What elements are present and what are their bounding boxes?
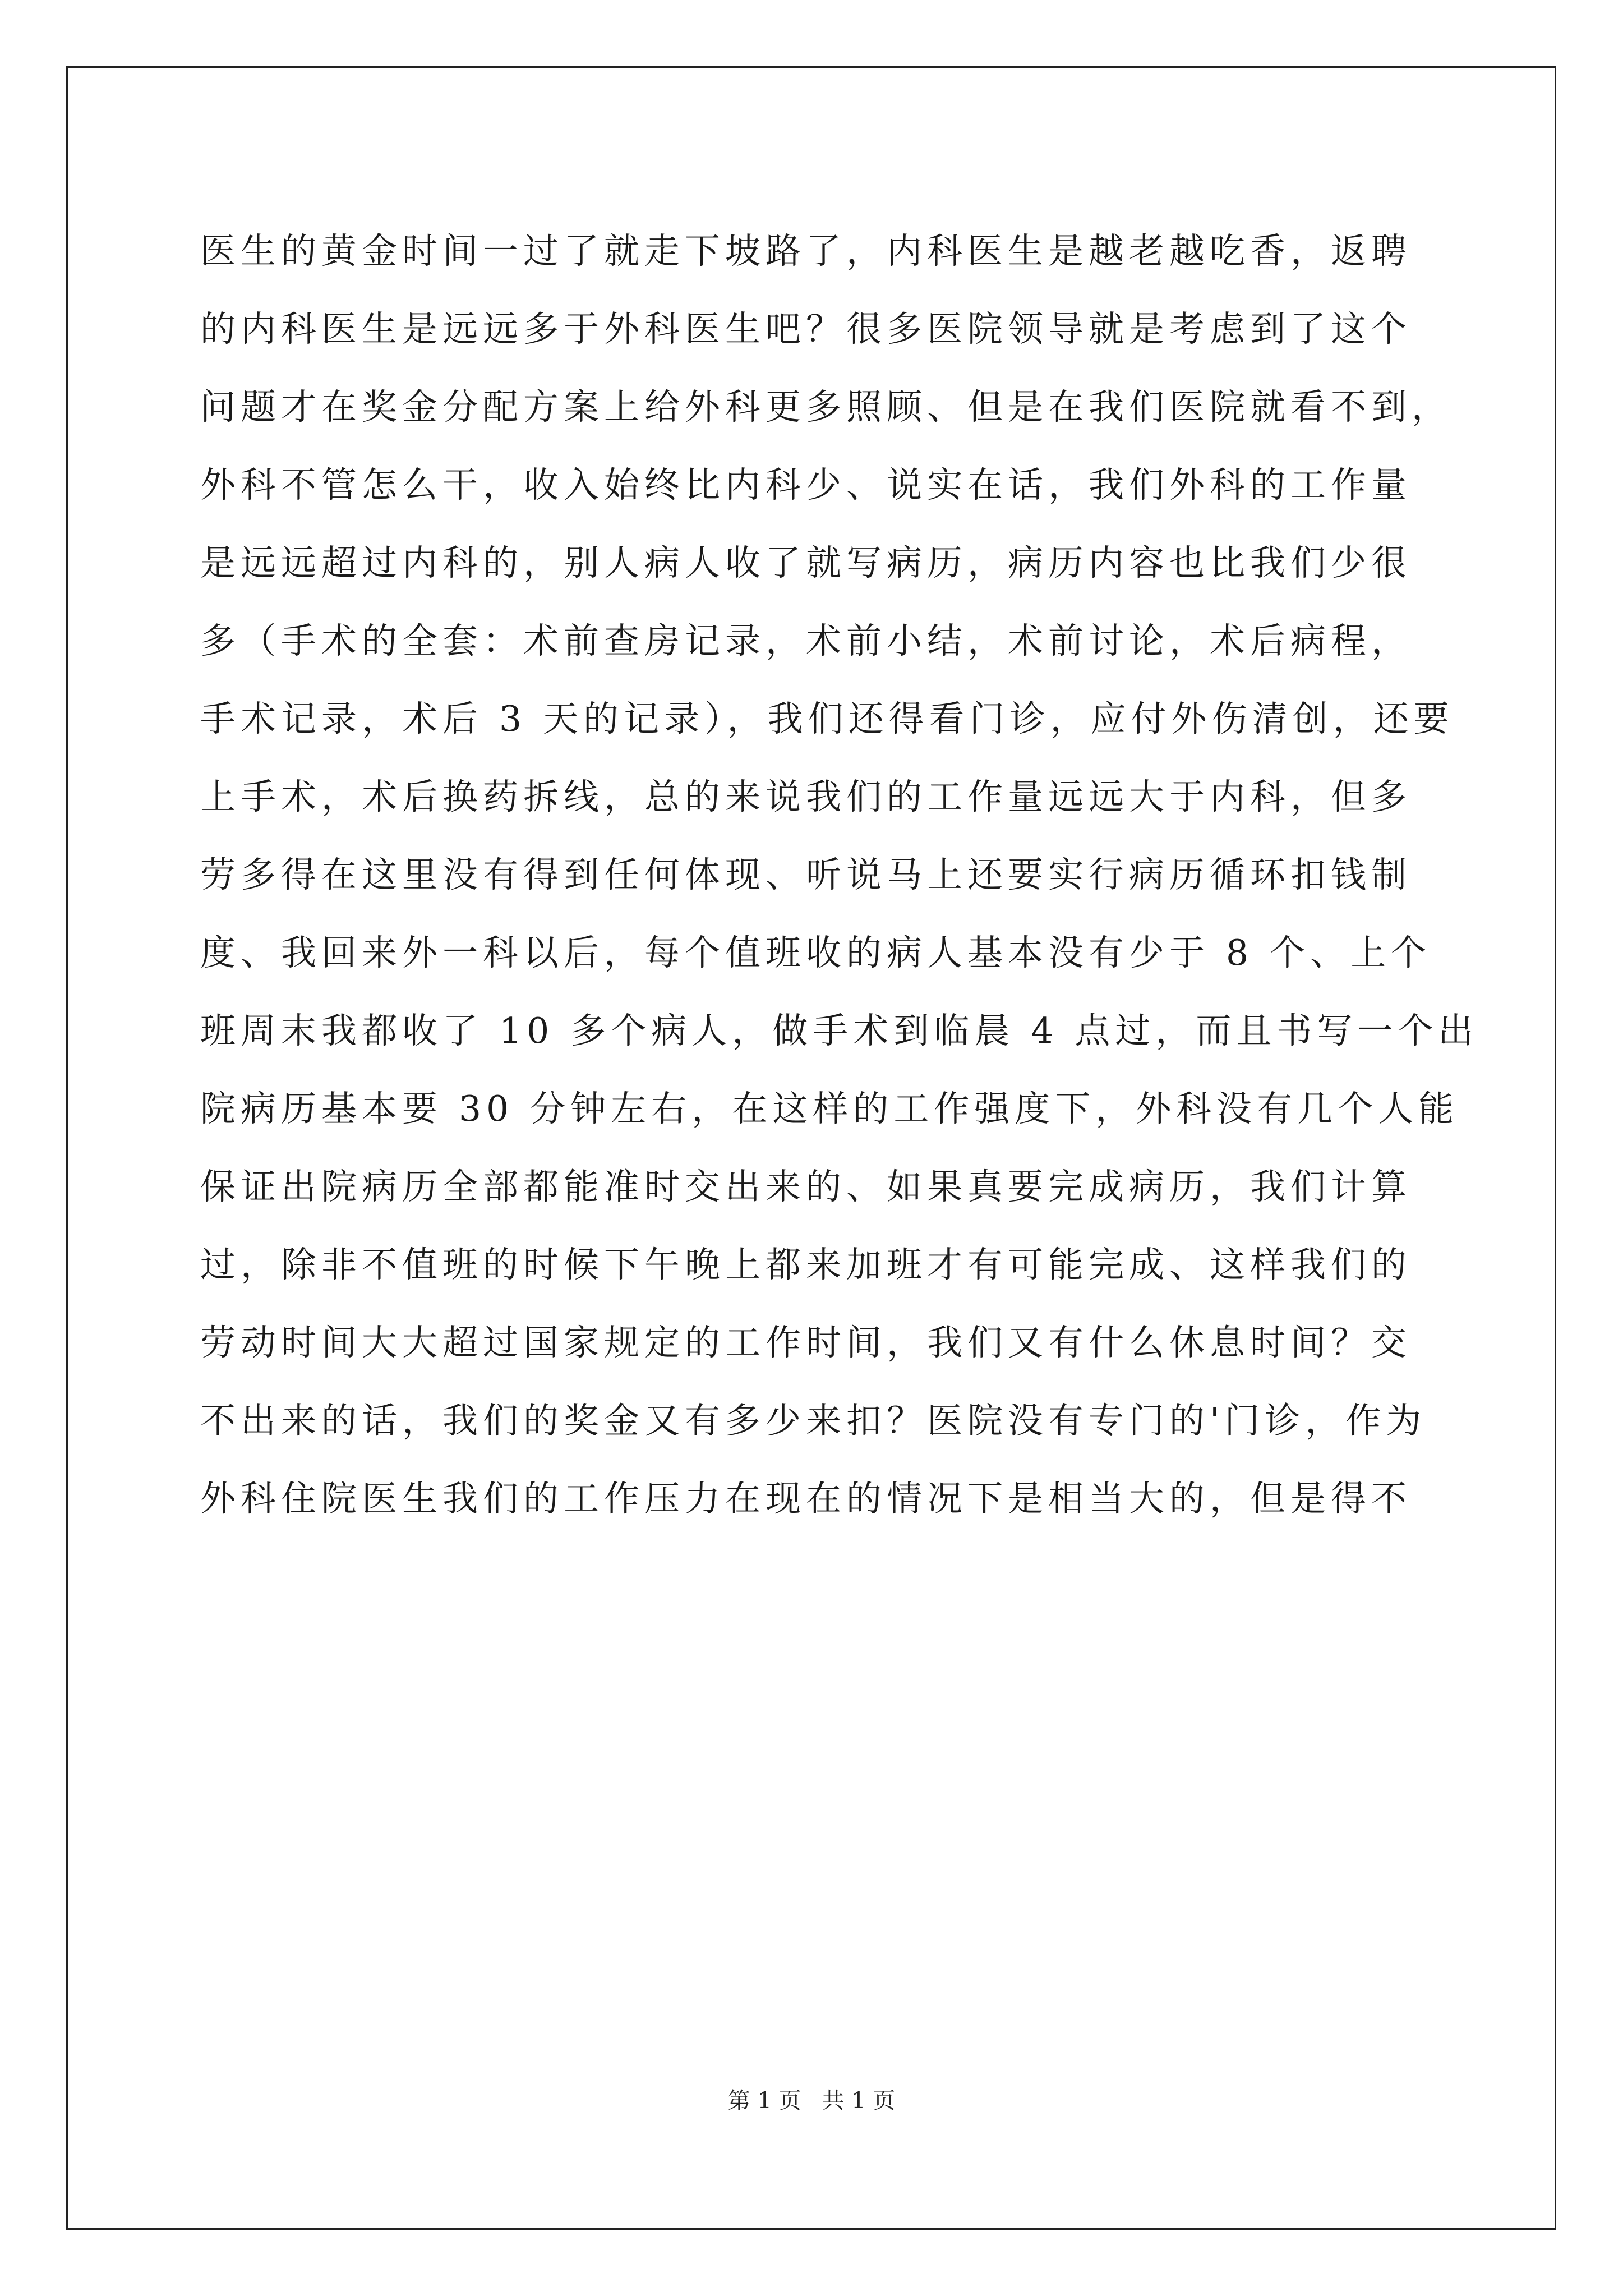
document-body bbox=[200, 212, 1479, 1538]
text-line: 问题才在奖金分配方案上给外科更多照顾、但是在我们医院就看不到， bbox=[200, 386, 1452, 427]
text-line: 医生的黄金时间一过了就走下坡路了，内科医生是越老越吃香，返聘 bbox=[200, 231, 1412, 272]
text-line: 手术记录，术后 3 天的记录），我们还得看门诊，应付外伤清创，还要 bbox=[200, 698, 1454, 739]
page-footer bbox=[0, 2084, 1623, 2118]
text-line: 上手术，术后换药拆线，总的来说我们的工作量远远大于内科，但多 bbox=[200, 776, 1412, 817]
text-line: 外科住院医生我们的工作压力在现在的情况下是相当大的，但是得不 bbox=[200, 1478, 1412, 1519]
text-line: 多（手术的全套：术前查房记录，术前小结，术前讨论，术后病程， bbox=[200, 620, 1412, 661]
text-line: 外科不管怎么干，收入始终比内科少、说实在话，我们外科的工作量 bbox=[200, 464, 1412, 505]
text-line: 不出来的话，我们的奖金又有多少来扣？医院没有专门的'门诊，作为 bbox=[200, 1400, 1427, 1441]
text-line: 院病历基本要 30 分钟左右，在这样的工作强度下，外科没有几个人能 bbox=[200, 1088, 1459, 1129]
page-total: 共 1 页 bbox=[822, 2088, 896, 2114]
text-line: 保证出院病历全部都能准时交出来的、如果真要完成病历，我们计算 bbox=[200, 1166, 1412, 1207]
text-line: 班周末我都收了 10 多个病人，做手术到临晨 4 点过，而且书写一个出 bbox=[200, 1010, 1479, 1051]
text-line: 过，除非不值班的时候下午晚上都来加班才有可能完成、这样我们的 bbox=[200, 1244, 1412, 1285]
text-line: 度、我回来外一科以后，每个值班收的病人基本没有少于 8 个、上个 bbox=[200, 932, 1432, 973]
text-line: 劳多得在这里没有得到任何体现、听说马上还要实行病历循环扣钱制 bbox=[200, 854, 1412, 895]
text-line: 劳动时间大大超过国家规定的工作时间，我们又有什么休息时间？交 bbox=[200, 1322, 1412, 1363]
text-line: 是远远超过内科的，别人病人收了就写病历，病历内容也比我们少很 bbox=[200, 542, 1412, 583]
text-line: 的内科医生是远远多于外科医生吧？很多医院领导就是考虑到了这个 bbox=[200, 309, 1412, 349]
page-number: 第 1 页 bbox=[727, 2088, 801, 2114]
